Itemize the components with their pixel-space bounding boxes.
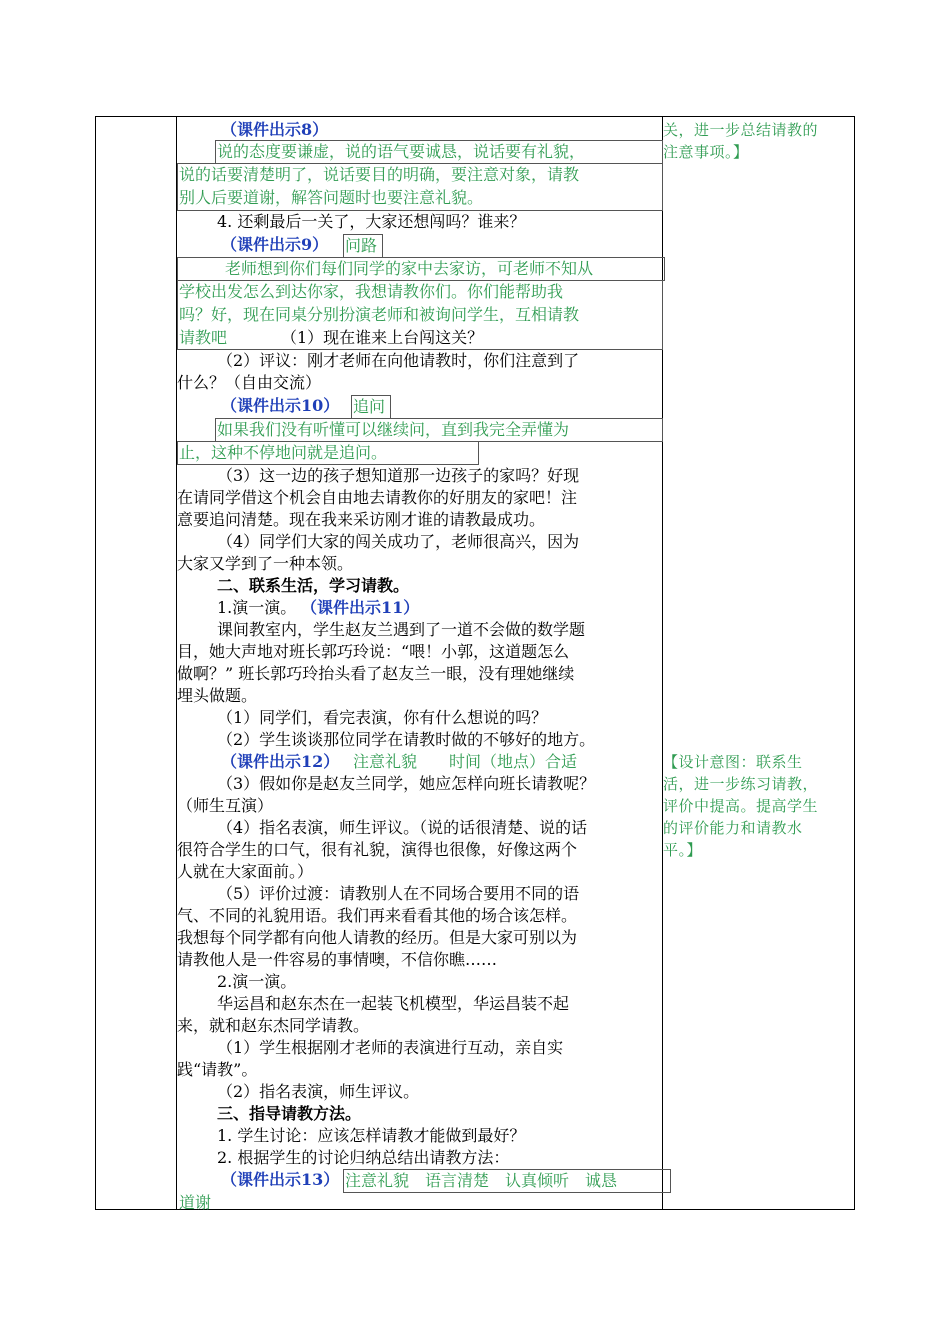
slide-10-text: 如果我们没有听懂可以继续问，直到我完全弄懂为: [217, 420, 570, 439]
story-1: 课间教室内，学生赵友兰遇到了一道不会做的数学题: [217, 620, 586, 639]
slide-8-label: （课件出示8）: [221, 120, 329, 139]
method-step-2: 2. 根据学生的讨论归纳总结出请教方法：: [217, 1148, 510, 1167]
slide-9-text: 学校出发怎么到达你家，我想请教你们。你们能帮助我: [179, 282, 564, 301]
slide-8-text: 别人后要道谢，解答问题时也要注意礼貌。: [179, 188, 484, 207]
activity-1-q3: （师生互演）: [177, 796, 274, 815]
question-4-3: 意要追问清楚。现在我来采访刚才谁的请教最成功。: [177, 510, 546, 529]
story-2: 华运昌和赵东杰在一起装飞机模型，华运昌装不起: [217, 994, 570, 1013]
slide-9-text: 吗？好，现在同桌分别扮演老师和被询问学生，互相请教: [179, 305, 580, 324]
design-intent-note: 平。】: [663, 841, 703, 859]
story-1: 做啊？” 班长郭巧玲抬头看了赵友兰一眼，没有理她继续: [177, 664, 575, 683]
slide-13-text: 注意礼貌 语言清楚 认真倾听 诚恳: [345, 1171, 618, 1190]
design-intent-note: 活，进一步练习请教，: [663, 775, 819, 793]
question-4: 4. 还剩最后一关了，大家还想闯吗？谁来？: [217, 212, 526, 231]
slide-13-label: （课件出示13）: [221, 1170, 340, 1189]
slide-12-label: （课件出示12）: [221, 752, 340, 771]
method-step-1: 1. 学生讨论：应该怎样请教才能做到最好？: [217, 1126, 526, 1145]
slide-13-text: 道谢: [179, 1193, 212, 1212]
story-2: 来，就和赵东杰同学请教。: [177, 1016, 370, 1035]
slide-9-text: 请教吧: [179, 328, 228, 347]
question-4-3: （3）这一边的孩子想知道那一边孩子的家吗？好现: [217, 466, 580, 485]
question-4-4: （4）同学们大家的闯关成功了，老师很高兴，因为: [217, 532, 580, 551]
design-note: 注意事项。】: [663, 143, 749, 161]
section-2-heading: 二、联系生活，学习请教。: [217, 576, 410, 595]
story-1: 目，她大声地对班长郭巧玲说：“喂！小郭，这道题怎么: [177, 642, 570, 661]
activity-2-q1: 践“请教”。: [177, 1060, 258, 1079]
design-note: 关，进一步总结请教的: [663, 121, 819, 139]
question-4-3: 在请同学借这个机会自由地去请教你的好朋友的家吧！注: [177, 488, 578, 507]
slide-8-text: 说的话要清楚明了，说话要目的明确，要注意对象，请教: [179, 165, 580, 184]
slide-10-title: 追问: [353, 397, 386, 416]
section-3-heading: 三、指导请教方法。: [217, 1104, 362, 1123]
question-4-4: 大家又学到了一种本领。: [177, 554, 354, 573]
design-intent-note: 的评价能力和请教水: [663, 819, 803, 837]
activity-2-label: 2.演一演。: [217, 972, 297, 991]
lesson-plan-table: [95, 116, 855, 1210]
question-4-2: 什么？（自由交流）: [177, 373, 322, 392]
slide-10-label: （课件出示10）: [221, 396, 340, 415]
activity-1-q5: （5）评价过渡：请教别人在不同场合要用不同的语: [217, 884, 580, 903]
activity-1-q5: 我想每个同学都有向他人请教的经历。但是大家可别以为: [177, 928, 578, 947]
slide-9-title: 问路: [345, 236, 378, 255]
activity-1-q4: 很符合学生的口气，很有礼貌，演得也很像，好像这两个: [177, 840, 578, 859]
slide-9-text: 老师想到你们每们同学的家中去家访，可老师不知从: [225, 259, 594, 278]
activity-1-q1: （1）同学们，看完表演，你有什么想说的吗？: [217, 708, 548, 727]
slide-11-label: （课件出示11）: [301, 598, 420, 617]
slide-12-text: 注意礼貌 时间（地点）合适: [353, 752, 578, 771]
activity-1-q3: （3）假如你是赵友兰同学，她应怎样向班长请教呢？: [217, 774, 596, 793]
design-intent-note: 【设计意图：联系生: [663, 753, 803, 771]
activity-2-q2: （2）指名表演，师生评议。: [217, 1082, 420, 1101]
activity-1-label: 1.演一演。: [217, 598, 297, 617]
activity-1-q2: （2）学生谈谈那位同学在请教时做的不够好的地方。: [217, 730, 596, 749]
story-1: 埋头做题。: [177, 686, 258, 705]
question-4-1: （1）现在谁来上台闯这关？: [281, 328, 484, 347]
activity-1-q4: （4）指名表演，师生评议。（说的话很清楚、说的话: [217, 818, 588, 837]
question-4-2: （2）评议：刚才老师在向他请教时，你们注意到了: [217, 351, 580, 370]
slide-10-text: 止，这种不停地问就是追问。: [179, 443, 388, 462]
design-intent-note: 评价中提高。提高学生: [663, 797, 819, 815]
slide-8-text: 说的态度要谦虚，说的语气要诚恳，说话要有礼貌，: [217, 142, 586, 161]
slide-9-label: （课件出示9）: [221, 235, 329, 254]
activity-1-q5: 气、不同的礼貌用语。我们再来看看其他的场合该怎样。: [177, 906, 578, 925]
activity-2-q1: （1）学生根据刚才老师的表演进行互动，亲自实: [217, 1038, 564, 1057]
activity-1-q4: 人就在大家面前。）: [177, 862, 314, 881]
activity-1-q5: 请教他人是一件容易的事情噢，不信你瞧……: [177, 950, 498, 969]
